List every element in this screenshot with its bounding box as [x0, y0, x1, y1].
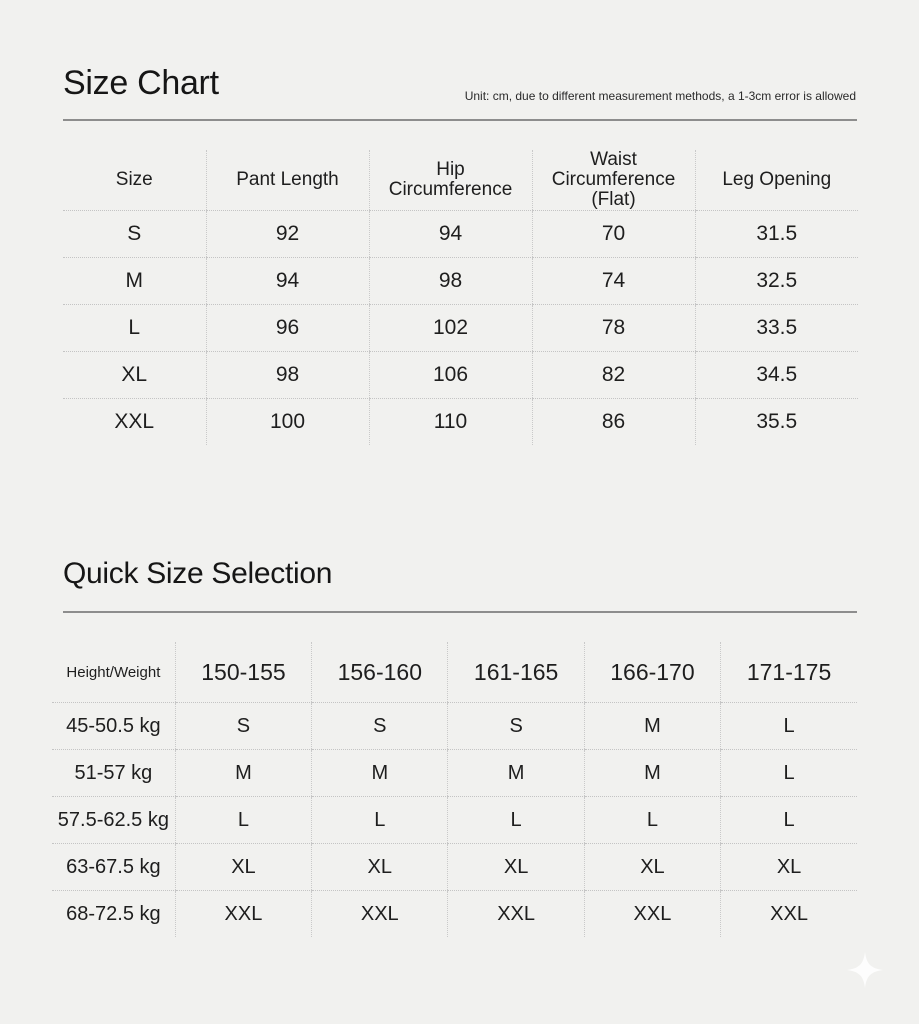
cell-size: XL — [63, 352, 206, 399]
cell-size: XXL — [114, 410, 155, 433]
header-waist-line-1: Waist — [590, 149, 637, 170]
table-row — [52, 797, 857, 844]
cell-size: S — [63, 211, 206, 258]
cell-waist: 86 — [532, 399, 695, 446]
header-hip-line-2: Circumference — [388, 179, 513, 200]
table-row — [52, 703, 857, 750]
cell-leg-opening: 35.5 — [695, 399, 858, 446]
weight-label: 68-72.5 kg — [66, 902, 161, 925]
size-chart-header-row — [63, 150, 858, 211]
header-size — [63, 150, 206, 211]
table-row — [52, 891, 857, 938]
recommended-size: XXL — [175, 891, 311, 938]
header-height-weight: Height/Weight — [52, 642, 175, 703]
quick-selection-header-row — [52, 642, 857, 703]
recommended-size: M — [584, 703, 720, 750]
recommended-size: L — [312, 797, 448, 844]
recommended-size: L — [584, 797, 720, 844]
quick-selection-table — [52, 642, 857, 937]
cell-waist: 82 — [532, 352, 695, 399]
cell-size: M — [63, 258, 206, 305]
recommended-size: XXL — [584, 891, 720, 938]
recommended-size: XL — [721, 844, 857, 891]
header-size-label: Size — [115, 169, 153, 190]
weight-label: 63-67.5 kg — [52, 844, 175, 891]
header-leg-opening-label: Leg Opening — [722, 169, 832, 190]
header-height: 156-160 — [312, 642, 448, 703]
cell-leg-opening: 34.5 — [695, 352, 858, 399]
recommended-size: M — [448, 750, 584, 797]
cell-hip: 106 — [369, 352, 532, 399]
table-row — [63, 305, 858, 352]
cell-hip: 102 — [369, 305, 532, 352]
size-chart-divider — [63, 119, 857, 121]
table-row — [63, 399, 858, 446]
header-pant-length-label: Pant Length — [236, 169, 339, 190]
cell-hip: 110 — [369, 399, 532, 446]
cell-pant-length: 100 — [206, 399, 369, 446]
header-height: 161-165 — [448, 642, 584, 703]
cell-waist: 70 — [532, 211, 695, 258]
table-row — [52, 750, 857, 797]
recommended-size: XXL — [448, 891, 584, 938]
recommended-size: L — [721, 797, 857, 844]
cell-hip: 98 — [369, 258, 532, 305]
table-row — [63, 352, 858, 399]
recommended-size: M — [584, 750, 720, 797]
header-height: 150-155 — [175, 642, 311, 703]
header-waist-line-2: Circumference — [551, 169, 676, 190]
table-row — [63, 258, 858, 305]
cell-waist: 78 — [532, 305, 695, 352]
cell-pant-length: 94 — [206, 258, 369, 305]
table-row — [52, 844, 857, 891]
header-leg-opening — [695, 150, 858, 211]
size-chart-title: Size Chart — [63, 64, 219, 102]
recommended-size: XXL — [721, 891, 857, 938]
cell-hip: 94 — [369, 211, 532, 258]
cell-waist: 74 — [532, 258, 695, 305]
cell-pant-length: 98 — [206, 352, 369, 399]
header-pant-length — [206, 150, 369, 211]
recommended-size: L — [175, 797, 311, 844]
header-hip-circumference — [369, 150, 532, 211]
recommended-size: XL — [584, 844, 720, 891]
header-height: 171-175 — [721, 642, 857, 703]
cell-leg-opening: 32.5 — [695, 258, 858, 305]
weight-label: 57.5-62.5 kg — [52, 797, 175, 844]
header-waist-line-3: (Flat) — [591, 189, 636, 210]
header-waist-circumference — [532, 150, 695, 211]
quick-selection-title: Quick Size Selection — [63, 557, 333, 590]
recommended-size: L — [721, 703, 857, 750]
unit-note: Unit: cm, due to different measurement methods, a 1-3cm error is allowed — [464, 89, 856, 103]
recommended-size: S — [448, 703, 584, 750]
recommended-size: XL — [448, 844, 584, 891]
size-chart-table — [63, 150, 858, 445]
cell-pant-length: 92 — [206, 211, 369, 258]
sparkle-icon — [845, 950, 885, 990]
table-row — [63, 211, 858, 258]
cell-pant-length: 96 — [206, 305, 369, 352]
weight-label: 45-50.5 kg — [52, 703, 175, 750]
cell-leg-opening: 33.5 — [695, 305, 858, 352]
header-hip-line-1: Hip — [436, 159, 465, 180]
cell-size: L — [63, 305, 206, 352]
cell-leg-opening: 31.5 — [695, 211, 858, 258]
recommended-size: L — [448, 797, 584, 844]
recommended-size: S — [312, 703, 448, 750]
recommended-size: M — [175, 750, 311, 797]
recommended-size: L — [721, 750, 857, 797]
weight-label: 51-57 kg — [52, 750, 175, 797]
recommended-size: XL — [312, 844, 448, 891]
recommended-size: S — [175, 703, 311, 750]
recommended-size: XL — [175, 844, 311, 891]
recommended-size: M — [312, 750, 448, 797]
header-height: 166-170 — [584, 642, 720, 703]
quick-selection-divider — [63, 611, 857, 613]
recommended-size: XXL — [312, 891, 448, 938]
